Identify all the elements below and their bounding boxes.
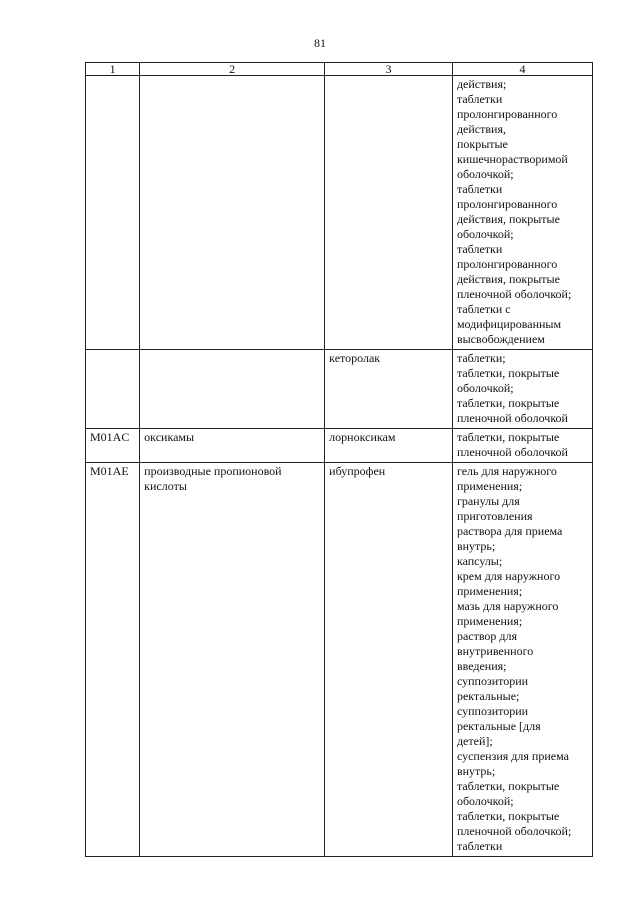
table-row xyxy=(86,76,593,350)
group-cell xyxy=(140,350,325,429)
atc-code-cell xyxy=(86,350,140,429)
dosage-forms-cell: гель для наружного применения; гранулы для приготовления раствора для приема внутрь; капсулы; крем для наружного применения; мазь для наружного применения; раствор для внутривенного введения; суппозитории ректальные; суппозитории ректальные [для детей]; суспензия для приема внутрь; таблетки, покрытые оболочкой; таблетки, покрытые пленочной оболочкой; таблетки xyxy=(452,463,592,857)
substance-cell: ибупрофен xyxy=(325,463,453,857)
atc-code-cell xyxy=(86,76,140,350)
dosage-forms-cell: действия; таблетки пролонгированного действия, покрытые кишечнорастворимой оболочкой; таблетки пролонгированного действия, покрытые оболочкой; таблетки пролонгированного действия, покрытые пленочной оболочкой; таблетки с модифицированным высвобождением xyxy=(452,76,592,350)
header-col-4: 4 xyxy=(452,63,592,76)
header-col-3: 3 xyxy=(325,63,453,76)
group-cell: оксикамы xyxy=(140,429,325,463)
table-row xyxy=(86,350,593,429)
atc-code-cell: M01AC xyxy=(86,429,140,463)
header-col-1: 1 xyxy=(86,63,140,76)
group-cell: производные пропионовой кислоты xyxy=(140,463,325,857)
atc-code-cell: M01AE xyxy=(86,463,140,857)
drug-table xyxy=(85,62,593,857)
dosage-forms-cell: таблетки, покрытые пленочной оболочкой xyxy=(452,429,592,463)
substance-cell: кеторолак xyxy=(325,350,453,429)
group-cell xyxy=(140,76,325,350)
substance-cell xyxy=(325,76,453,350)
table-row xyxy=(86,429,593,463)
table-header-row xyxy=(86,63,593,76)
substance-cell: лорноксикам xyxy=(325,429,453,463)
header-col-2: 2 xyxy=(140,63,325,76)
table-row xyxy=(86,463,593,857)
page-number: 81 xyxy=(314,36,326,50)
dosage-forms-cell: таблетки; таблетки, покрытые оболочкой; таблетки, покрытые пленочной оболочкой xyxy=(452,350,592,429)
